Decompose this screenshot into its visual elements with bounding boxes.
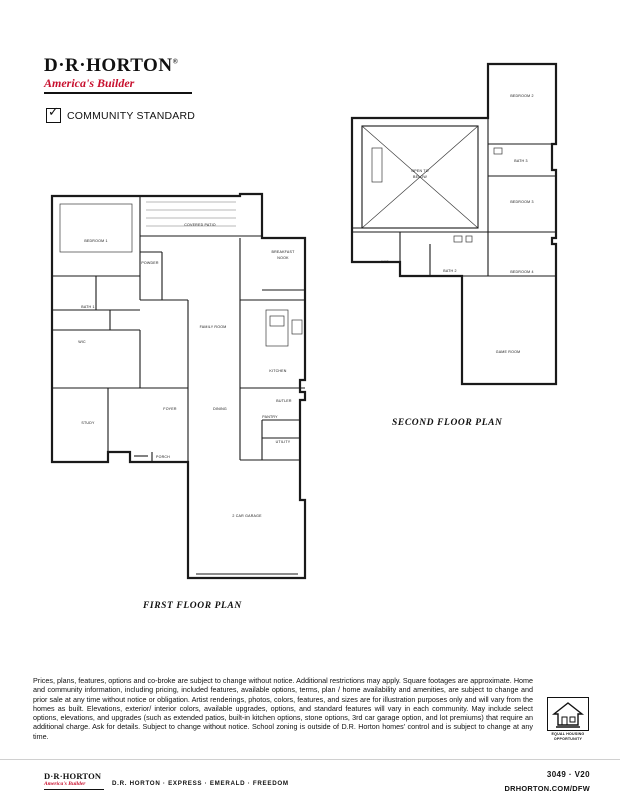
brand-tagline: America's Builder [44,76,135,90]
room-label: BATH 2 [443,269,457,273]
room-label: BEDROOM 3 [510,200,534,204]
trademark-symbol: ® [172,57,179,66]
eho-label: EQUAL HOUSING OPPORTUNITY [551,732,585,741]
first-floor-caption: FIRST FLOOR PLAN [143,601,242,611]
room-label: BEDROOM 2 [510,94,534,98]
room-label: PORCH [156,455,170,459]
footer-logo-divider [44,789,104,790]
room-label: OPEN TO [411,169,429,173]
footer-website-url[interactable]: DRHORTON.COM/DFW [504,784,590,793]
room-label: BELOW [413,175,427,179]
room-label: COVERED PATIO [184,223,216,227]
second-floor-plan [352,64,556,384]
room-label: BATH 3 [514,159,528,163]
check-icon: ✓ [48,105,59,120]
room-label: STUDY [81,421,95,425]
room-label: FOYER [163,407,177,411]
footer-brand-list: D.R. HORTON · EXPRESS · EMERALD · FREEDOM [112,780,289,787]
eho-house-icon [547,697,589,731]
footer-right-block [504,770,590,793]
room-label: BREAKFAST [271,250,295,254]
equal-housing-opportunity-logo [546,697,590,741]
footer-brand-name: D·R·HORTON [44,771,102,781]
second-floor-caption: SECOND FLOOR PLAN [392,418,503,428]
room-label: DINING [213,407,227,411]
room-label: BEDROOM 1 [84,239,108,243]
brand-name: D·R·HORTON® [44,55,179,76]
page-footer [0,759,620,806]
room-label: UTILITY [275,440,291,444]
plan-code: 3049 · V20 [546,770,590,779]
room-label: PANTRY [262,415,278,419]
room-label: GAME ROOM [495,350,521,354]
footer-brand-tagline: America's Builder [44,780,86,787]
room-label: POWDER [141,261,159,265]
room-label: 2 CAR GARAGE [232,514,262,518]
room-label: BEDROOM 4 [510,270,534,274]
room-label: KITCHEN [269,369,287,373]
disclaimer-text: Prices, plans, features, options and co-broke are subject to change without notice. Additional restrictions may apply. Square footages are approximate. Home and community information, including pricing, included features, available options, terms, plan / home availability and amenities, are subject to change and prior sale at any time without notice or obligation. Artist renderings, photos, colors, features, and sizes are for illustration purposes only and will vary from the homes as built. Elevations, exterior/ interior colors, available upgrades, options, and standard features will vary in each community. May include select options, elevations, and upgrades (such as extended patios, built-in kitchen options, stone options, 3rd car garage option, and lot premiums) that require an additional charge. Ask for details. Subject to change without notice. School zoning is outside of D.R. Horton homes' control and is subject to change at any time. [33,676,533,741]
room-label: FAMILY ROOM [199,325,227,329]
community-standard-label: COMMUNITY STANDARD [67,109,196,122]
room-label: WIC [78,340,86,344]
footer-drhorton-logo [44,772,106,790]
room-label: WIC [381,260,389,264]
first-floor-plan [52,194,305,578]
room-label: BUTLER [276,399,292,403]
room-label: BATH 1 [81,305,95,309]
eho-icon-svg [548,698,588,730]
room-label: NOOK [277,256,289,260]
